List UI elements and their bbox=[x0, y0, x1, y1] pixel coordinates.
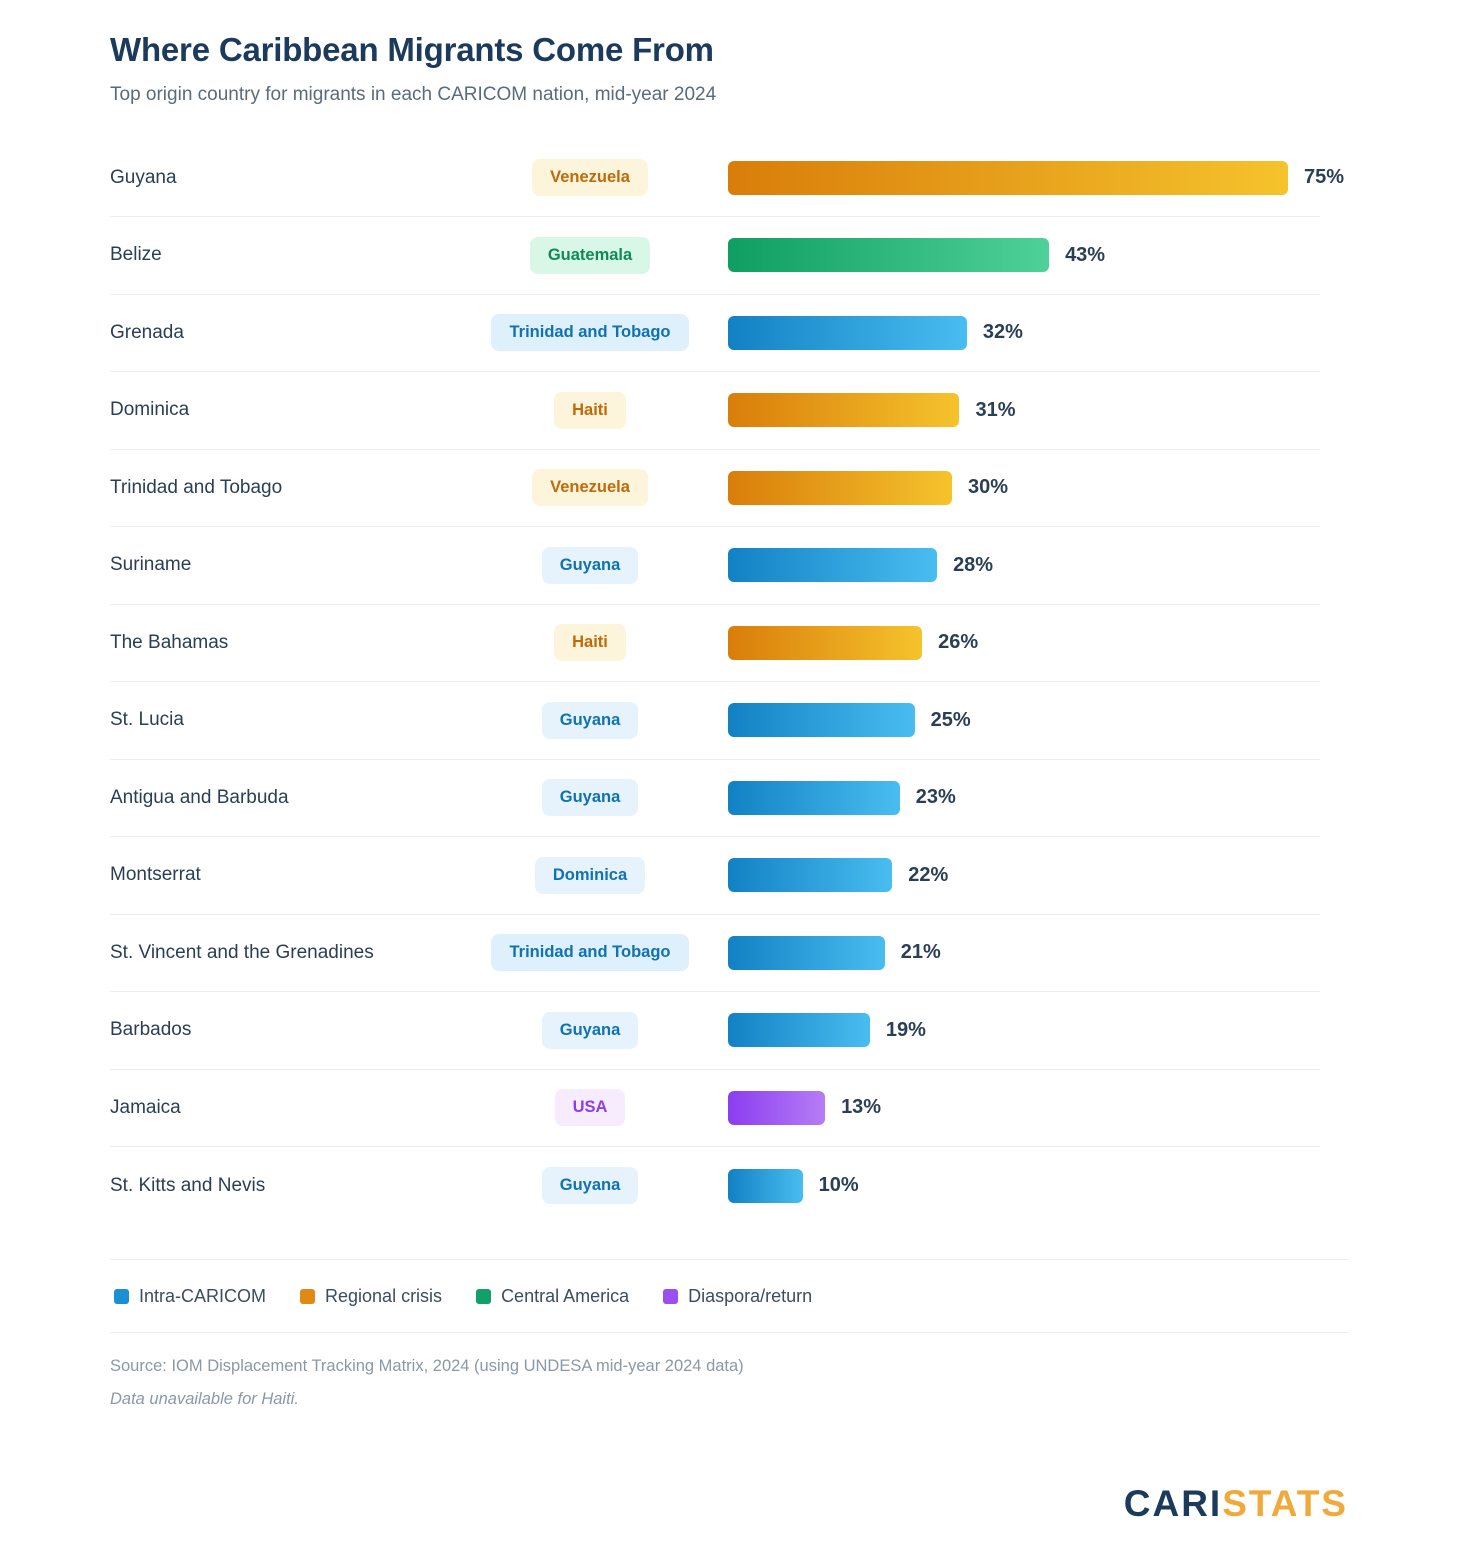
value-bar bbox=[728, 781, 900, 815]
legend-swatch-icon bbox=[663, 1289, 678, 1304]
origin-chip-wrap bbox=[470, 1089, 710, 1126]
bar-area bbox=[710, 548, 1320, 582]
origin-chip-wrap bbox=[470, 702, 710, 739]
bar-area bbox=[710, 703, 1320, 737]
origin-country-chip: Guatemala bbox=[530, 237, 650, 274]
value-bar bbox=[728, 1013, 870, 1047]
value-bar bbox=[728, 471, 952, 505]
country-label: St. Vincent and the Grenadines bbox=[110, 941, 374, 963]
bar-area bbox=[710, 471, 1320, 505]
legend-swatch-icon bbox=[114, 1289, 129, 1304]
legend-swatch-icon bbox=[300, 1289, 315, 1304]
origin-chip-wrap bbox=[470, 1167, 710, 1204]
origin-country-chip: Guyana bbox=[542, 1167, 639, 1204]
origin-chip-wrap bbox=[470, 547, 710, 584]
value-label: 10% bbox=[818, 1174, 859, 1197]
page-subtitle: Top origin country for migrants in each CARICOM nation, mid-year 2024 bbox=[110, 83, 717, 105]
logo-cari: CARI bbox=[1123, 1483, 1223, 1524]
legend-label: Intra-CARICOM bbox=[139, 1286, 267, 1307]
origin-country-chip: Haiti bbox=[554, 624, 626, 661]
value-label: 22% bbox=[908, 863, 949, 886]
value-bar bbox=[728, 703, 915, 737]
chart-row bbox=[110, 605, 1320, 683]
value-bar bbox=[728, 161, 1288, 195]
chart-row bbox=[110, 915, 1320, 993]
origin-chip-wrap bbox=[470, 392, 710, 429]
origin-country-chip: Haiti bbox=[554, 392, 626, 429]
bar-area bbox=[710, 1169, 1320, 1203]
value-bar bbox=[728, 393, 959, 427]
origin-country-chip: Trinidad and Tobago bbox=[491, 934, 688, 971]
chart-row bbox=[110, 1147, 1320, 1225]
value-label: 75% bbox=[1304, 166, 1345, 189]
country-label: Barbados bbox=[110, 1019, 192, 1041]
country-label: The Bahamas bbox=[110, 631, 229, 653]
data-note: Data unavailable for Haiti. bbox=[110, 1389, 299, 1408]
origin-chip-wrap bbox=[470, 624, 710, 661]
chart-legend bbox=[110, 1259, 1348, 1328]
source-text: Source: IOM Displacement Tracking Matrix, 2024 (using UNDESA mid-year 2024 data) bbox=[110, 1356, 744, 1375]
origin-chip-wrap bbox=[470, 857, 710, 894]
origin-country-chip: Venezuela bbox=[532, 469, 648, 506]
country-label: Suriname bbox=[110, 554, 192, 576]
value-bar bbox=[728, 1169, 803, 1203]
origin-country-chip: Venezuela bbox=[532, 159, 648, 196]
country-label: Belize bbox=[110, 244, 162, 266]
country-label: Guyana bbox=[110, 166, 177, 188]
value-bar bbox=[728, 548, 937, 582]
value-label: 23% bbox=[915, 786, 956, 809]
bar-area bbox=[710, 393, 1320, 427]
chart-footer bbox=[110, 1332, 1348, 1409]
value-label: 26% bbox=[938, 631, 979, 654]
chart-row bbox=[110, 372, 1320, 450]
chart-row bbox=[110, 992, 1320, 1070]
country-label: St. Lucia bbox=[110, 709, 184, 731]
legend-item bbox=[663, 1286, 812, 1307]
origin-chip-wrap bbox=[470, 159, 710, 196]
chart-row bbox=[110, 217, 1320, 295]
value-label: 43% bbox=[1065, 243, 1106, 266]
origin-chip-wrap bbox=[470, 469, 710, 506]
chart-row bbox=[110, 450, 1320, 528]
value-bar bbox=[728, 858, 892, 892]
origin-country-chip: Guyana bbox=[542, 779, 639, 816]
origin-country-chip: Guyana bbox=[542, 547, 639, 584]
chart-row bbox=[110, 682, 1320, 760]
chart-row bbox=[110, 837, 1320, 915]
origin-chip-wrap bbox=[470, 314, 710, 351]
value-label: 25% bbox=[930, 708, 971, 731]
value-label: 13% bbox=[841, 1096, 882, 1119]
origin-chip-wrap bbox=[470, 1012, 710, 1049]
origin-country-chip: Trinidad and Tobago bbox=[491, 314, 688, 351]
chart-row bbox=[110, 760, 1320, 838]
origin-chip-wrap bbox=[470, 779, 710, 816]
bar-area bbox=[710, 238, 1320, 272]
origin-country-chip: Guyana bbox=[542, 702, 639, 739]
chart-row bbox=[110, 527, 1320, 605]
legend-swatch-icon bbox=[476, 1289, 491, 1304]
legend-item bbox=[476, 1286, 629, 1307]
legend-label: Regional crisis bbox=[325, 1286, 443, 1307]
origin-chip-wrap bbox=[470, 237, 710, 274]
bar-area bbox=[710, 1091, 1320, 1125]
legend-item bbox=[114, 1286, 266, 1307]
country-label: St. Kitts and Nevis bbox=[110, 1174, 266, 1196]
origin-chip-wrap bbox=[470, 934, 710, 971]
page-title: Where Caribbean Migrants Come From bbox=[110, 31, 714, 68]
value-label: 28% bbox=[953, 553, 994, 576]
value-label: 32% bbox=[982, 321, 1023, 344]
value-label: 30% bbox=[968, 476, 1009, 499]
bar-area bbox=[710, 936, 1320, 970]
country-label: Antigua and Barbuda bbox=[110, 786, 289, 808]
value-bar bbox=[728, 936, 885, 970]
chart-row bbox=[110, 1070, 1320, 1148]
bar-area bbox=[710, 1013, 1320, 1047]
country-label: Dominica bbox=[110, 399, 190, 421]
value-label: 19% bbox=[885, 1018, 926, 1041]
country-label: Grenada bbox=[110, 321, 184, 343]
value-bar bbox=[728, 238, 1049, 272]
value-bar bbox=[728, 626, 922, 660]
country-label: Montserrat bbox=[110, 864, 201, 886]
country-label: Trinidad and Tobago bbox=[110, 476, 283, 498]
bar-area bbox=[710, 858, 1320, 892]
value-bar bbox=[728, 1091, 825, 1125]
logo-stats: STATS bbox=[1222, 1483, 1348, 1524]
country-label: Jamaica bbox=[110, 1096, 181, 1118]
origin-country-chip: USA bbox=[555, 1089, 626, 1126]
caristats-logo bbox=[1124, 1483, 1348, 1525]
chart-row bbox=[110, 295, 1320, 373]
origin-country-chip: Guyana bbox=[542, 1012, 639, 1049]
bar-area bbox=[710, 781, 1320, 815]
origin-country-chip: Dominica bbox=[535, 857, 645, 894]
value-label: 21% bbox=[900, 941, 941, 964]
legend-label: Central America bbox=[501, 1286, 630, 1307]
bar-area bbox=[710, 161, 1344, 195]
legend-label: Diaspora/return bbox=[688, 1286, 813, 1307]
bar-area bbox=[710, 626, 1320, 660]
legend-item bbox=[300, 1286, 442, 1307]
chart-row bbox=[110, 140, 1345, 218]
bar-chart-rows bbox=[110, 140, 1345, 1225]
value-label: 31% bbox=[975, 398, 1016, 421]
bar-area bbox=[710, 316, 1320, 350]
value-bar bbox=[728, 316, 967, 350]
